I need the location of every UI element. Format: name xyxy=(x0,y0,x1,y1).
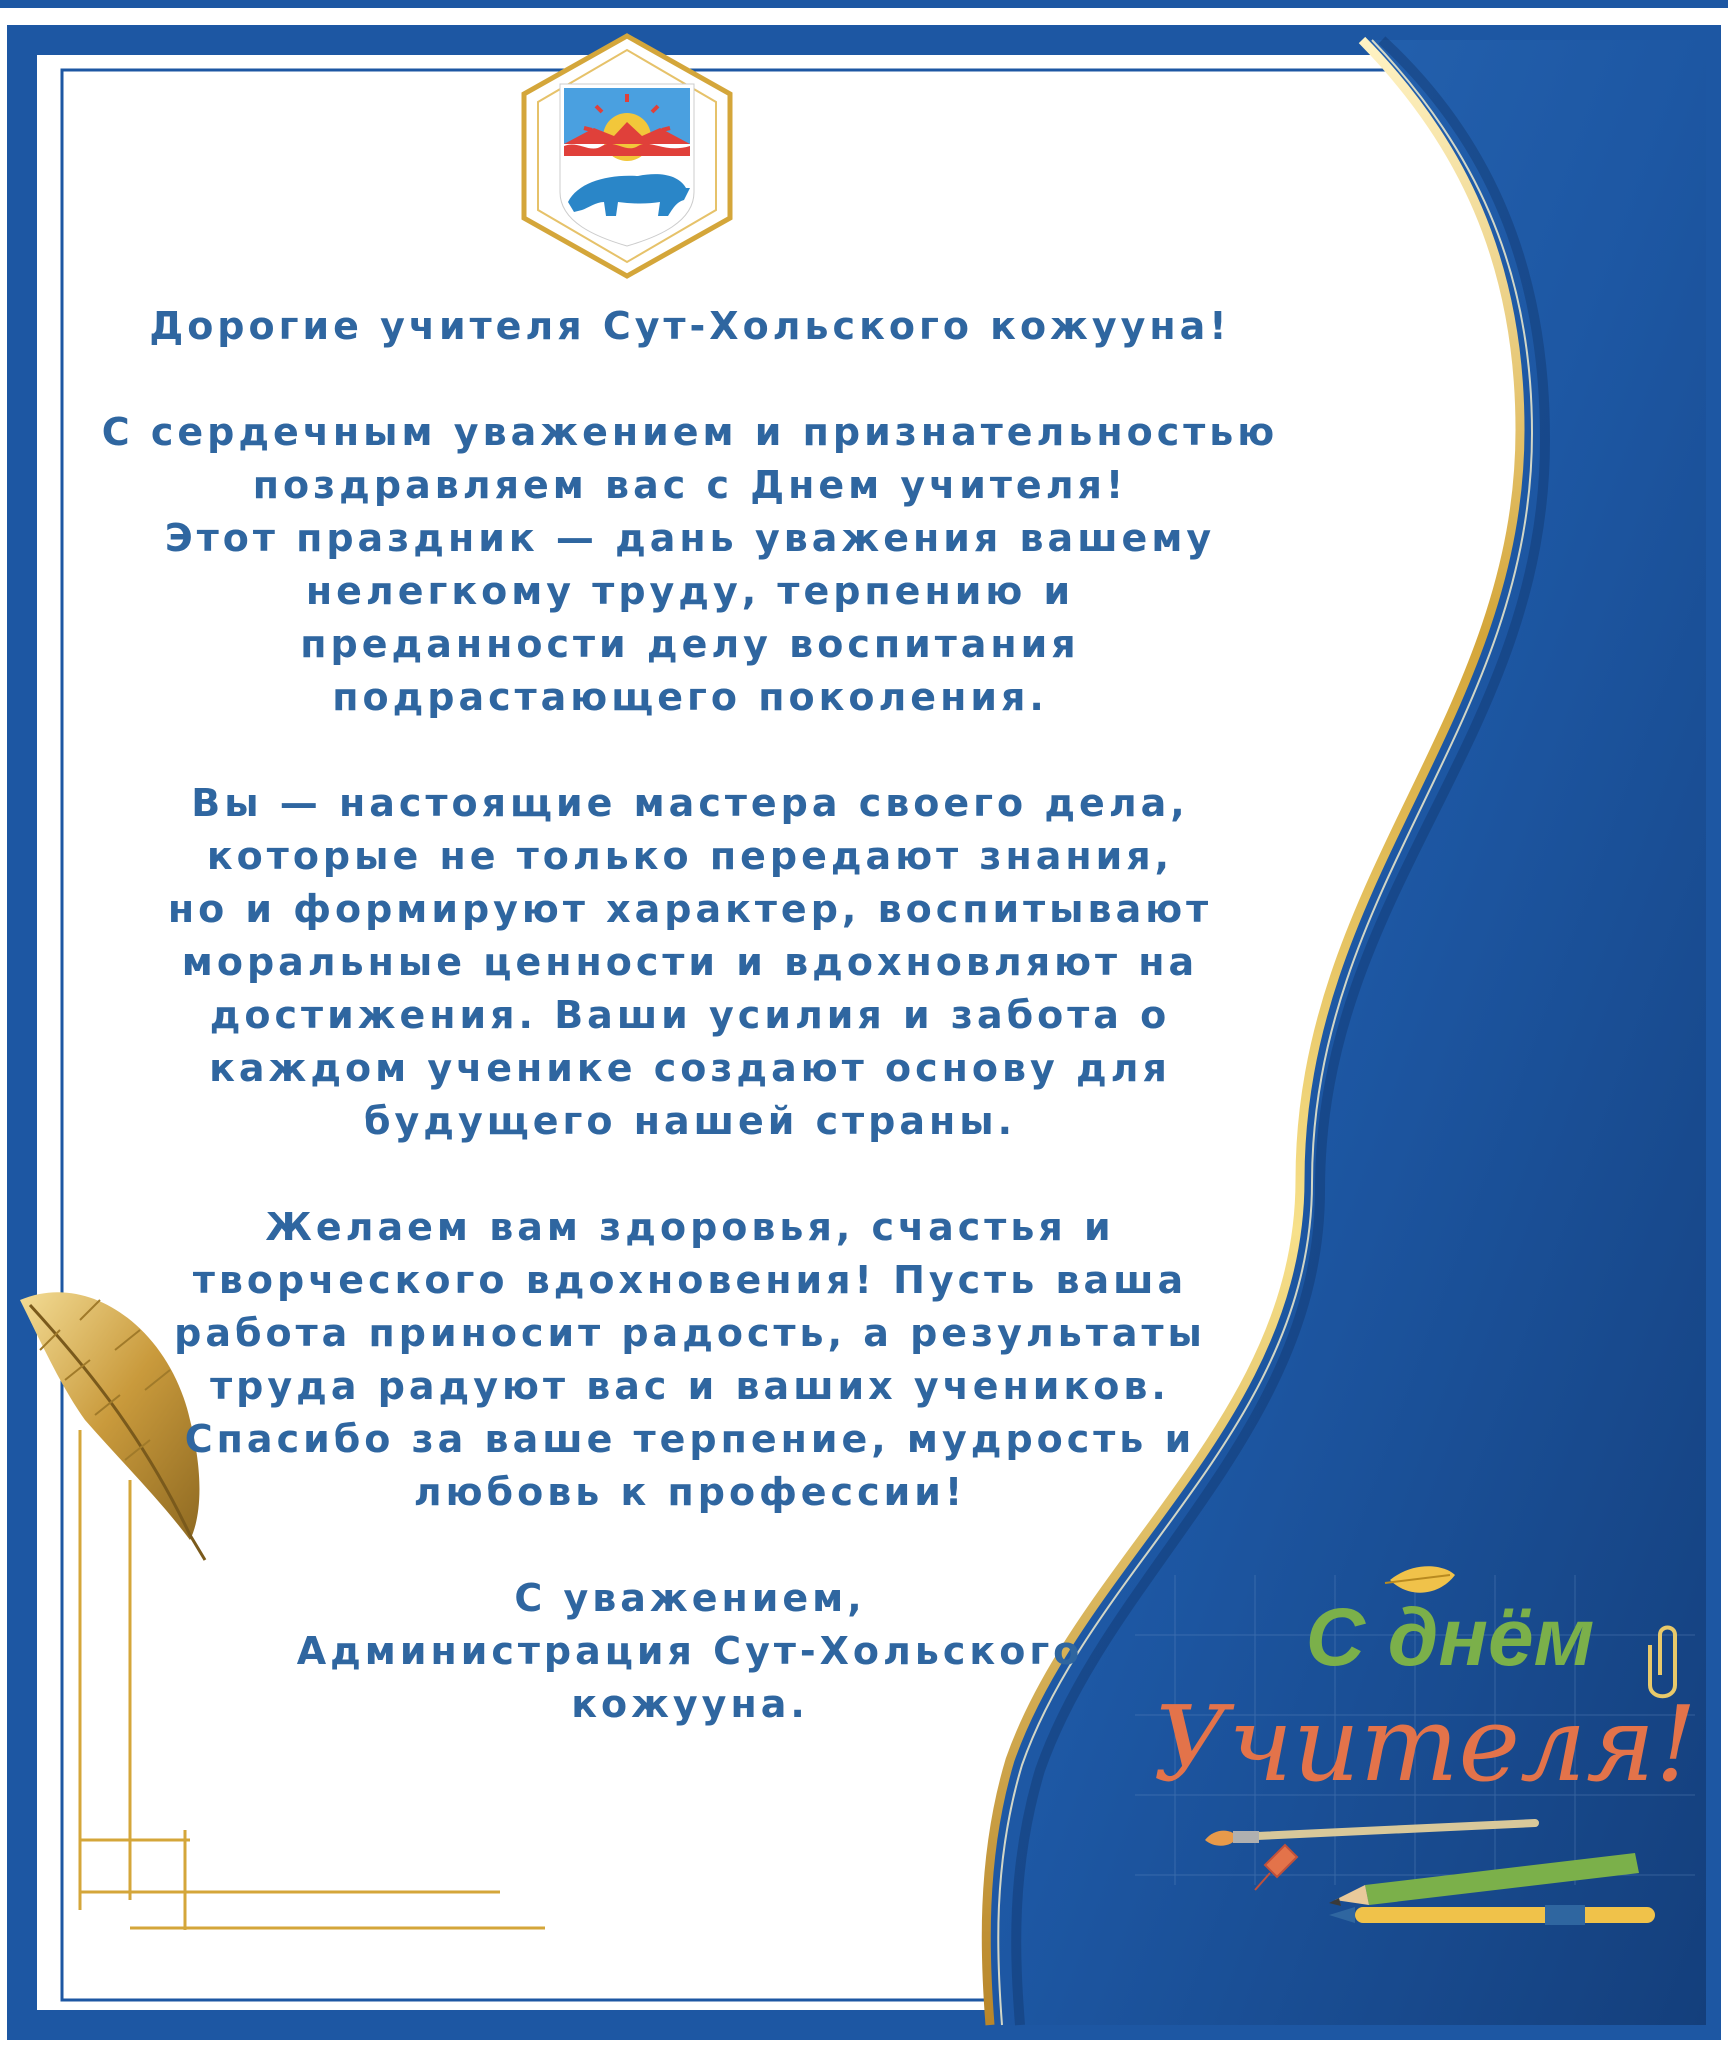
pen-icon xyxy=(1329,1905,1655,1925)
text-line: кожууна. xyxy=(571,1682,809,1726)
text-line: Желаем вам здоровья, счастья и xyxy=(265,1205,1115,1249)
text-line: труда радуют вас и ваших учеников. xyxy=(210,1364,1170,1408)
text-line: Вы — настоящие мастера своего дела, xyxy=(191,781,1189,825)
letter-paragraph-1 xyxy=(90,406,1290,724)
text-line: каждом ученике создают основу для xyxy=(209,1046,1171,1090)
text-line: С уважением, xyxy=(514,1576,866,1620)
coat-of-arms-icon xyxy=(518,32,736,280)
promo-line-2: Учителя! xyxy=(1153,1683,1697,1805)
leaf-icon xyxy=(1385,1566,1455,1592)
text-line: Администрация Сут-Хольского xyxy=(296,1629,1084,1673)
text-line: подрастающего поколения. xyxy=(332,675,1048,719)
text-line: поздравляем вас с Днем учителя! xyxy=(252,463,1128,507)
letter-greeting: Дорогие учителя Сут-Хольского кожууна! xyxy=(149,304,1231,348)
text-line: С сердечным уважением и признательностью xyxy=(101,410,1279,454)
text-line: которые не только передают знания, xyxy=(206,834,1174,878)
text-line: творческого вдохновения! Пусть ваша xyxy=(192,1258,1188,1302)
text-line: работа приносит радость, а результаты xyxy=(174,1311,1206,1355)
text-line: нелегкому труду, терпению и xyxy=(305,569,1075,613)
letter-paragraph-3 xyxy=(90,1201,1290,1519)
text-line: Спасибо за ваше терпение, мудрость и xyxy=(184,1417,1196,1461)
letter-paragraph-2 xyxy=(90,777,1290,1148)
promo-line-1: С днём xyxy=(1305,1592,1595,1683)
teachers-day-artwork xyxy=(1115,1555,1720,1925)
letter-signature xyxy=(90,1572,1290,1731)
text-line: Этот праздник — дань уважения вашему xyxy=(164,516,1216,560)
pencil-icon xyxy=(1329,1853,1639,1906)
greeting-letter xyxy=(90,300,1290,1731)
text-line: преданности делу воспитания xyxy=(300,622,1080,666)
text-line: любовь к профессии! xyxy=(413,1470,967,1514)
text-line: будущего нашей страны. xyxy=(363,1099,1017,1143)
text-line: моральные ценности и вдохновляют на xyxy=(181,940,1199,984)
text-line: но и формируют характер, воспитывают xyxy=(167,887,1213,931)
text-line: достижения. Ваши усилия и забота о xyxy=(209,993,1171,1037)
